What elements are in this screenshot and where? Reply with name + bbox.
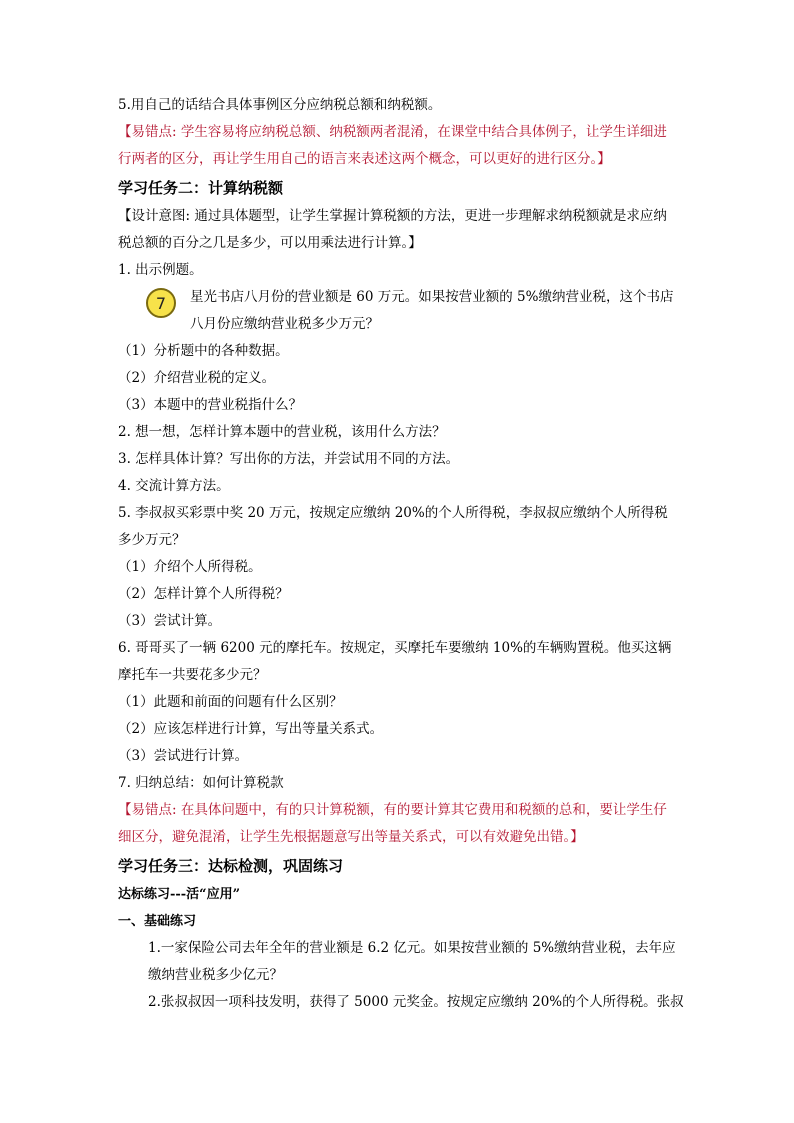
step-6-sub-3: （3）尝试进行计算。	[118, 748, 249, 764]
step-1-sub-1: （1）分析题中的各种数据。	[118, 343, 289, 359]
step-6-sub-2: （2）应该怎样进行计算，写出等量关系式。	[118, 721, 384, 737]
task-2-heading: 学习任务二：计算纳税额	[118, 179, 284, 197]
exercise-1: 1.一家保险公司去年全年的营业额是 6.2 亿元。如果按营业额的 5%缴纳营业税，去年应缴纳营业税多少亿元？	[148, 940, 676, 983]
practice-heading: 达标练习---活“应用”	[118, 887, 241, 902]
step-1-sub-3: （3）本题中的营业税指什么？	[118, 397, 303, 413]
example-number-icon: 7	[146, 288, 176, 318]
step-5-sub-1: （1）介绍个人所得税。	[118, 559, 262, 575]
step-4: 4. 交流计算方法。	[118, 478, 230, 494]
step-5: 5. 李叔叔买彩票中奖 20 万元，按规定应缴纳 20%的个人所得税，李叔叔应缴纳个人所得税多少万元？	[118, 505, 668, 548]
step-1: 1. 出示例题。	[118, 262, 203, 278]
step-6-sub-1: （1）此题和前面的问题有什么区别？	[118, 694, 343, 710]
step-1-sub-2: （2）介绍营业税的定义。	[118, 370, 276, 386]
basic-practice-heading: 一、基础练习	[118, 914, 197, 929]
paragraph-5: 5.用自己的话结合具体事例区分应纳税总额和纳税额。	[118, 97, 442, 113]
design-intent-note: 【设计意图: 通过具体题型，让学生掌握计算税额的方法，更进一步理解求纳税额就是求应纳税总额的百分之几是多少，可以用乘法进行计算。】	[118, 208, 667, 251]
step-5-sub-3: （3）尝试计算。	[118, 613, 222, 629]
example-problem	[118, 284, 678, 338]
exercise-2: 2.张叔叔因一项科技发明，获得了 5000 元奖金。按规定应缴纳 20%的个人所得税。张叔	[148, 994, 684, 1010]
error-prone-note-2: 【易错点: 在具体问题中，有的只计算税额，有的要计算其它费用和税额的总和，要让学生仔细区分，避免混淆，让学生先根据题意写出等量关系式，可以有效避免出错。】	[118, 802, 667, 845]
document-page	[118, 92, 684, 1016]
step-5-sub-2: （2）怎样计算个人所得税？	[118, 586, 289, 602]
step-7: 7. 归纳总结：如何计算税款	[118, 775, 284, 791]
example-text: 星光书店八月份的营业额是 60 万元。如果按营业额的 5%缴纳营业税，这个书店八月份应缴纳营业税多少万元？	[190, 289, 674, 332]
step-2: 2. 想一想，怎样计算本题中的营业税，该用什么方法？	[118, 424, 446, 440]
task-3-heading: 学习任务三：达标检测，巩固练习	[118, 857, 344, 875]
step-3: 3. 怎样具体计算？写出你的方法，并尝试用不同的方法。	[118, 451, 460, 467]
error-prone-note-1: 【易错点: 学生容易将应纳税总额、纳税额两者混淆，在课堂中结合具体例子，让学生详细进行两者的区分，再让学生用自己的语言来表述这两个概念，可以更好的进行区分。】	[118, 124, 667, 167]
step-6: 6. 哥哥买了一辆 6200 元的摩托车。按规定，买摩托车要缴纳 10%的车辆购置税。他买这辆摩托车一共要花多少元？	[118, 640, 672, 683]
